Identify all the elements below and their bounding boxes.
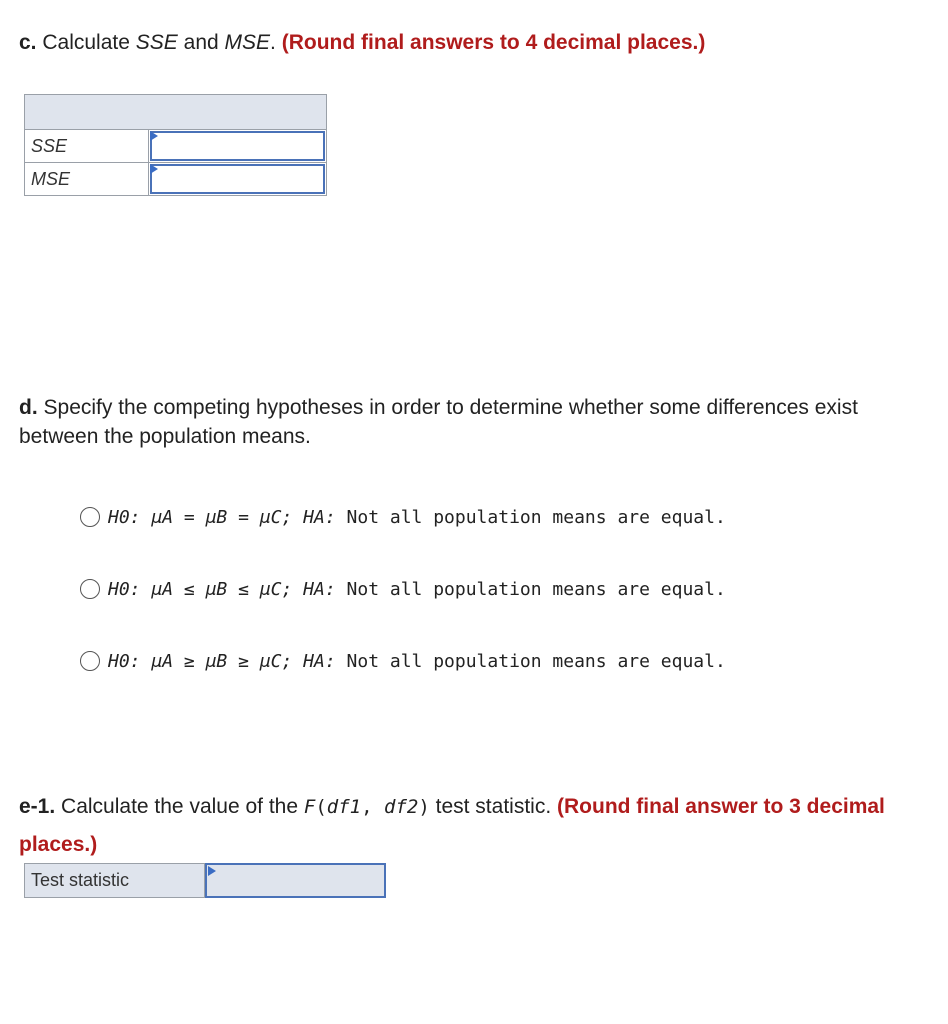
part-e1-question: e-1. Calculate the value of the F(df1, df2) test statistic. (Round final answer to 3 decimal places.) xyxy=(19,795,885,856)
flag-icon xyxy=(150,131,158,141)
flag-icon xyxy=(150,164,158,174)
hypothesis-option-3[interactable]: H0: μA ≥ μB ≥ μC; HA: Not all population means are equal. xyxy=(80,648,726,674)
sse-mse-table xyxy=(24,94,327,196)
flag-icon xyxy=(208,866,216,876)
table-row xyxy=(25,130,327,163)
hypothesis-option-2[interactable]: H0: μA ≤ μB ≤ μC; HA: Not all population means are equal. xyxy=(80,576,726,602)
radio-button[interactable] xyxy=(80,507,100,527)
test-statistic-row xyxy=(24,863,386,898)
sse-input[interactable] xyxy=(150,131,325,161)
part-c-instruction: (Round final answers to 4 decimal places.) xyxy=(281,31,706,54)
part-c-question: c. Calculate SSE and MSE. (Round final answers to 4 decimal places.) xyxy=(19,31,706,54)
mse-input[interactable] xyxy=(150,164,325,194)
mse-label: MSE xyxy=(25,163,149,196)
test-statistic-input[interactable] xyxy=(205,863,386,898)
part-d-question: d. Specify the competing hypotheses in order to determine whether some differences exist between the population means. xyxy=(19,396,858,448)
test-statistic-label: Test statistic xyxy=(24,863,205,898)
sse-label: SSE xyxy=(25,130,149,163)
table-row xyxy=(25,163,327,196)
table-header xyxy=(25,95,327,130)
hypothesis-option-1[interactable]: H0: μA = μB = μC; HA: Not all population means are equal. xyxy=(80,504,726,530)
part-e1-instruction: (Round final answer to 3 decimal places.) xyxy=(19,795,885,856)
radio-button[interactable] xyxy=(80,651,100,671)
radio-button[interactable] xyxy=(80,579,100,599)
